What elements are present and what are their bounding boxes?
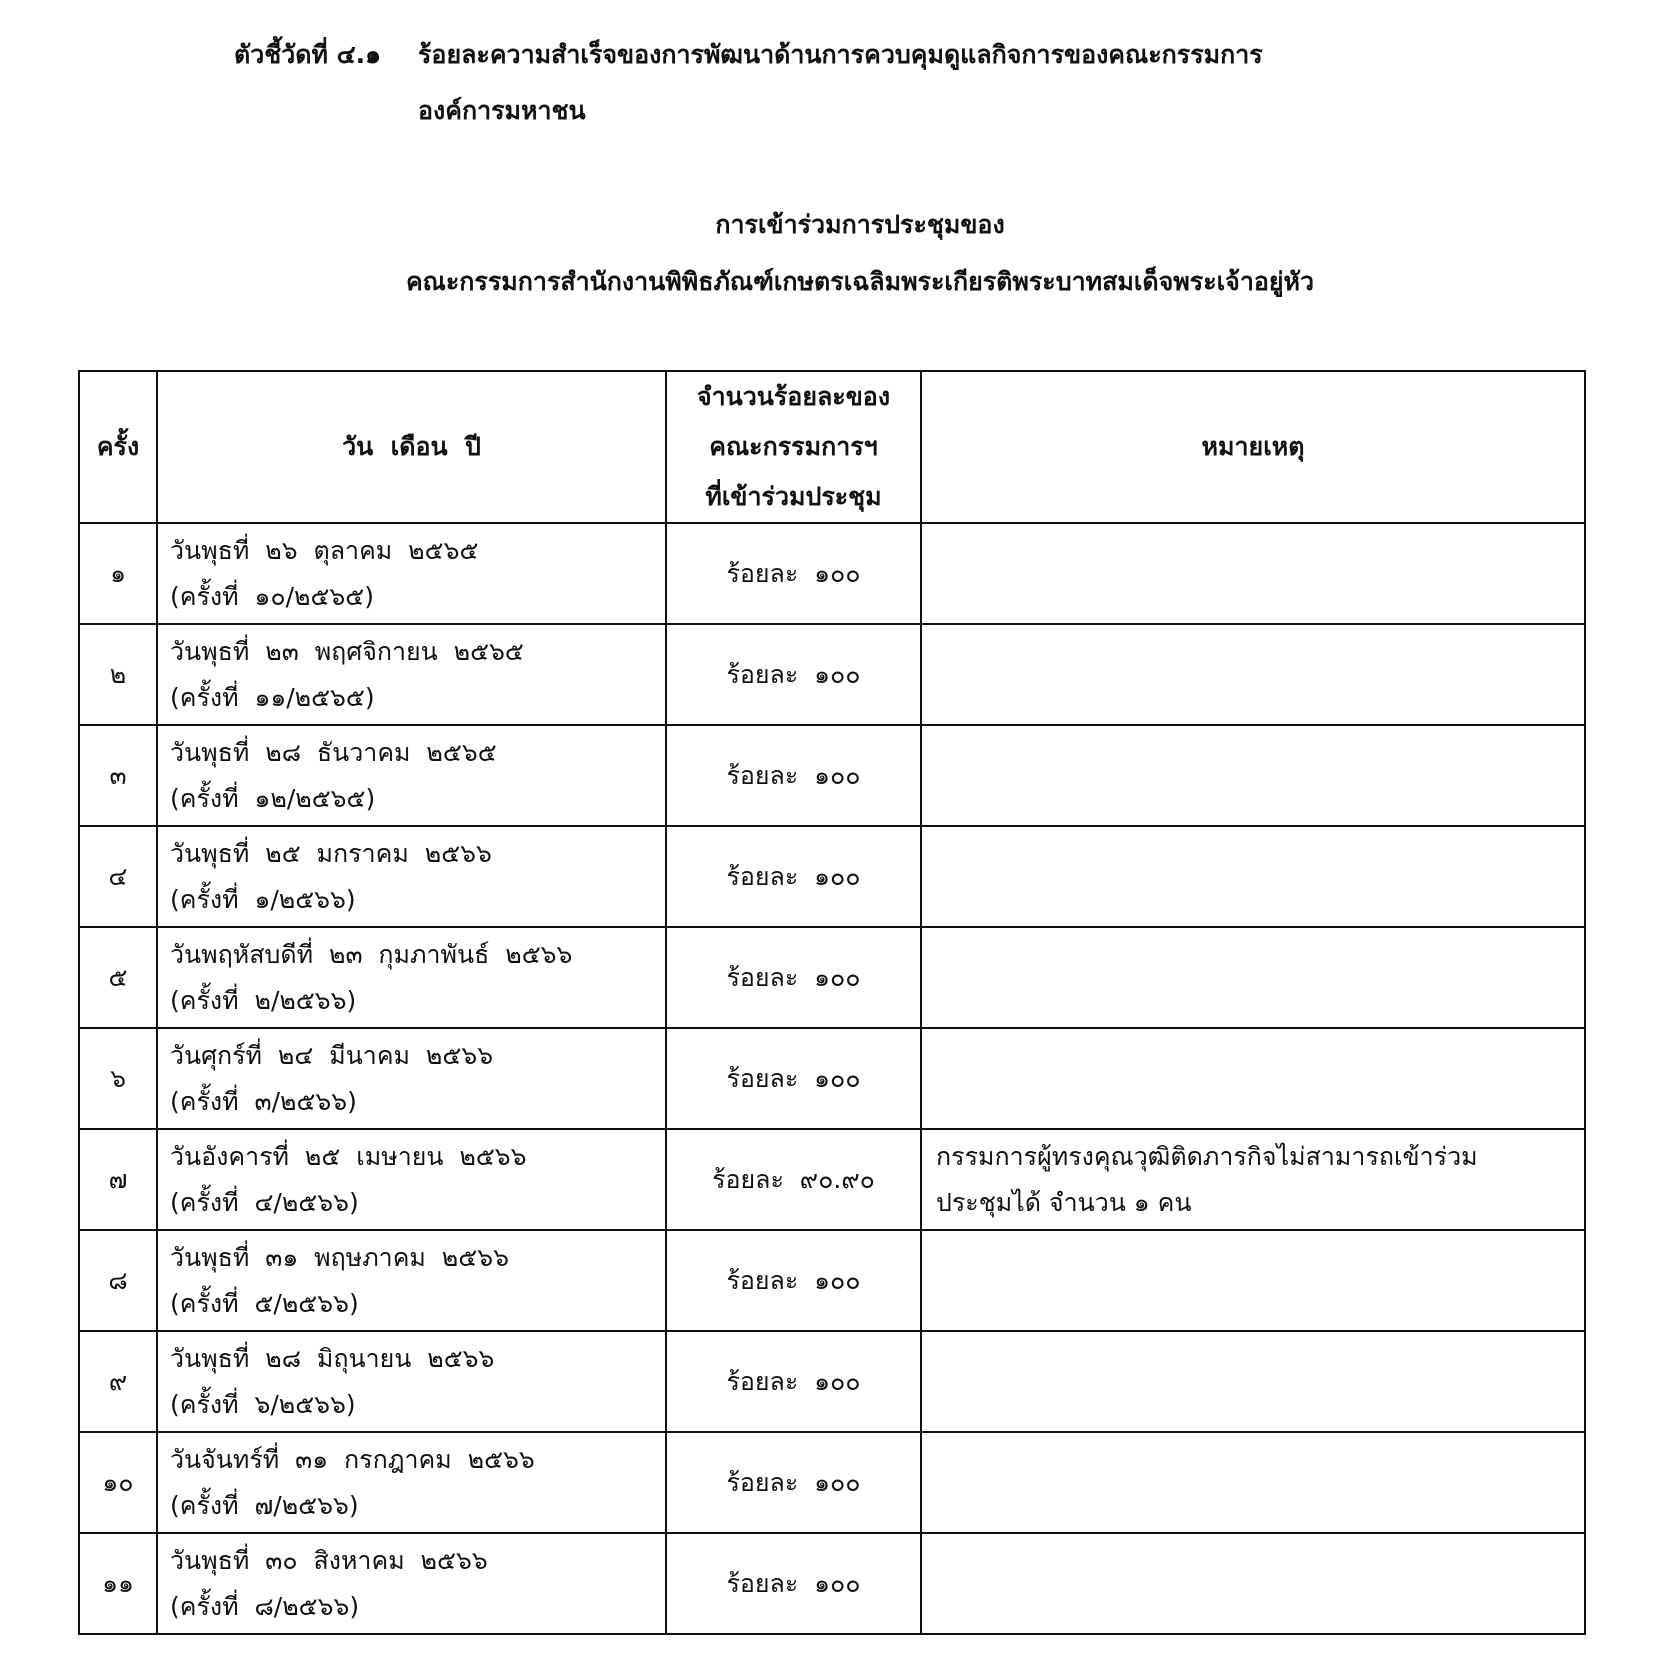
note-cell (921, 523, 1585, 624)
indicator-label: ตัวชี้วัดที่ ๔.๑ (234, 40, 381, 69)
committee-name: คณะกรรมการสำนักงานพิพิธภัณฑ์เกษตรเฉลิมพระเกียรติพระบาทสมเด็จพระเจ้าอยู่หัว (405, 267, 1315, 296)
note-text: ประชุมได้ จำนวน ๑ คน (936, 1187, 1192, 1217)
note-cell (921, 624, 1585, 725)
session-number: ๕ (79, 927, 157, 1028)
table-row (79, 1331, 1585, 1432)
table-row (79, 826, 1585, 927)
session-number: ๓ (79, 725, 157, 826)
meeting-date: วันพุธที่ ๓๑ พฤษภาคม ๒๕๖๖ (170, 1242, 509, 1272)
meeting-session: (ครั้งที่ ๗/๒๕๖๖) (170, 1490, 359, 1520)
attendance-percent: ร้อยละ ๑๐๐ (666, 1028, 921, 1129)
indicator-title: ร้อยละความสำเร็จของการพัฒนาด้านการควบคุมดูแลกิจการของคณะกรรมการ (418, 40, 1263, 69)
header-session-no: ครั้ง (79, 371, 157, 523)
session-number: ๑๐ (79, 1432, 157, 1533)
note-text: กรรมการผู้ทรงคุณวุฒิติดภารกิจไม่สามารถเข้าร่วม (936, 1141, 1478, 1171)
meeting-date-cell (157, 826, 666, 927)
table-row (79, 1230, 1585, 1331)
note-cell (921, 927, 1585, 1028)
meeting-date-cell (157, 725, 666, 826)
table-row (79, 725, 1585, 826)
header-percent-line: ที่เข้าร่วมประชุม (705, 482, 882, 511)
meeting-date: วันพฤหัสบดีที่ ๒๓ กุมภาพันธ์ ๒๕๖๖ (170, 939, 573, 969)
meeting-date-cell (157, 927, 666, 1028)
table-row (79, 1129, 1585, 1230)
session-number: ๘ (79, 1230, 157, 1331)
meeting-date-cell (157, 624, 666, 725)
note-cell (921, 1331, 1585, 1432)
note-cell (921, 1432, 1585, 1533)
meeting-date: วันพุธที่ ๒๖ ตุลาคม ๒๕๖๕ (170, 535, 479, 565)
attendance-percent: ร้อยละ ๑๐๐ (666, 1432, 921, 1533)
meeting-date-cell (157, 1533, 666, 1634)
meeting-session: (ครั้งที่ ๒/๒๕๖๖) (170, 985, 357, 1015)
section-subtitle: การเข้าร่วมการประชุมของ (715, 210, 1005, 239)
session-number: ๑๑ (79, 1533, 157, 1634)
meeting-session: (ครั้งที่ ๖/๒๕๖๖) (170, 1389, 356, 1419)
attendance-percent: ร้อยละ ๑๐๐ (666, 1331, 921, 1432)
meeting-date: วันพุธที่ ๒๕ มกราคม ๒๕๖๖ (170, 838, 492, 868)
attendance-percent: ร้อยละ ๙๐.๙๐ (666, 1129, 921, 1230)
table-row (79, 1432, 1585, 1533)
indicator-title-continued: องค์การมหาชน (418, 96, 586, 125)
meeting-date-cell (157, 1230, 666, 1331)
note-cell (921, 1028, 1585, 1129)
note-cell (921, 1230, 1585, 1331)
table-row (79, 1533, 1585, 1634)
meeting-session: (ครั้งที่ ๑๑/๒๕๖๕) (170, 682, 375, 712)
meeting-date: วันพุธที่ ๒๘ มิถุนายน ๒๕๖๖ (170, 1343, 495, 1373)
attendance-percent: ร้อยละ ๑๐๐ (666, 624, 921, 725)
meeting-date: วันพุธที่ ๒๘ ธันวาคม ๒๕๖๕ (170, 737, 497, 767)
attendance-percent: ร้อยละ ๑๐๐ (666, 1533, 921, 1634)
session-number: ๒ (79, 624, 157, 725)
attendance-percent: ร้อยละ ๑๐๐ (666, 725, 921, 826)
meeting-session: (ครั้งที่ ๔/๒๕๖๖) (170, 1187, 359, 1217)
table-header-row (79, 371, 1585, 523)
attendance-percent: ร้อยละ ๑๐๐ (666, 826, 921, 927)
session-number: ๑ (79, 523, 157, 624)
attendance-percent: ร้อยละ ๑๐๐ (666, 1230, 921, 1331)
table-row (79, 523, 1585, 624)
session-number: ๙ (79, 1331, 157, 1432)
session-number: ๖ (79, 1028, 157, 1129)
header-percent-line: คณะกรรมการฯ (709, 432, 878, 461)
table-row (79, 927, 1585, 1028)
meeting-date-cell (157, 1129, 666, 1230)
meeting-session: (ครั้งที่ ๑๒/๒๕๖๕) (170, 783, 376, 813)
meeting-session: (ครั้งที่ ๘/๒๕๖๖) (170, 1591, 360, 1621)
attendance-percent: ร้อยละ ๑๐๐ (666, 927, 921, 1028)
meeting-session: (ครั้งที่ ๑/๒๕๖๖) (170, 884, 356, 914)
session-number: ๔ (79, 826, 157, 927)
meeting-date: วันจันทร์ที่ ๓๑ กรกฎาคม ๒๕๖๖ (170, 1444, 535, 1474)
note-cell (921, 725, 1585, 826)
attendance-table (78, 370, 1586, 1635)
table-row (79, 1028, 1585, 1129)
header-percent-line: จำนวนร้อยละของ (696, 382, 891, 411)
meeting-date: วันพุธที่ ๒๓ พฤศจิกายน ๒๕๖๕ (170, 636, 524, 666)
meeting-date: วันอังคารที่ ๒๕ เมษายน ๒๕๖๖ (170, 1141, 527, 1171)
session-number: ๗ (79, 1129, 157, 1230)
meeting-date-cell (157, 1028, 666, 1129)
meeting-date: วันศุกร์ที่ ๒๔ มีนาคม ๒๕๖๖ (170, 1040, 494, 1070)
note-cell (921, 1533, 1585, 1634)
meeting-session: (ครั้งที่ ๑๐/๒๕๖๕) (170, 581, 374, 611)
header-percent (666, 371, 921, 523)
attendance-percent: ร้อยละ ๑๐๐ (666, 523, 921, 624)
header-note: หมายเหตุ (921, 371, 1585, 523)
table-row (79, 624, 1585, 725)
note-cell (921, 1129, 1585, 1230)
meeting-date: วันพุธที่ ๓๐ สิงหาคม ๒๕๖๖ (170, 1545, 488, 1575)
meeting-session: (ครั้งที่ ๓/๒๕๖๖) (170, 1086, 357, 1116)
meeting-date-cell (157, 1331, 666, 1432)
meeting-date-cell (157, 1432, 666, 1533)
header-date: วัน เดือน ปี (157, 371, 666, 523)
meeting-session: (ครั้งที่ ๕/๒๕๖๖) (170, 1288, 359, 1318)
note-cell (921, 826, 1585, 927)
meeting-date-cell (157, 523, 666, 624)
